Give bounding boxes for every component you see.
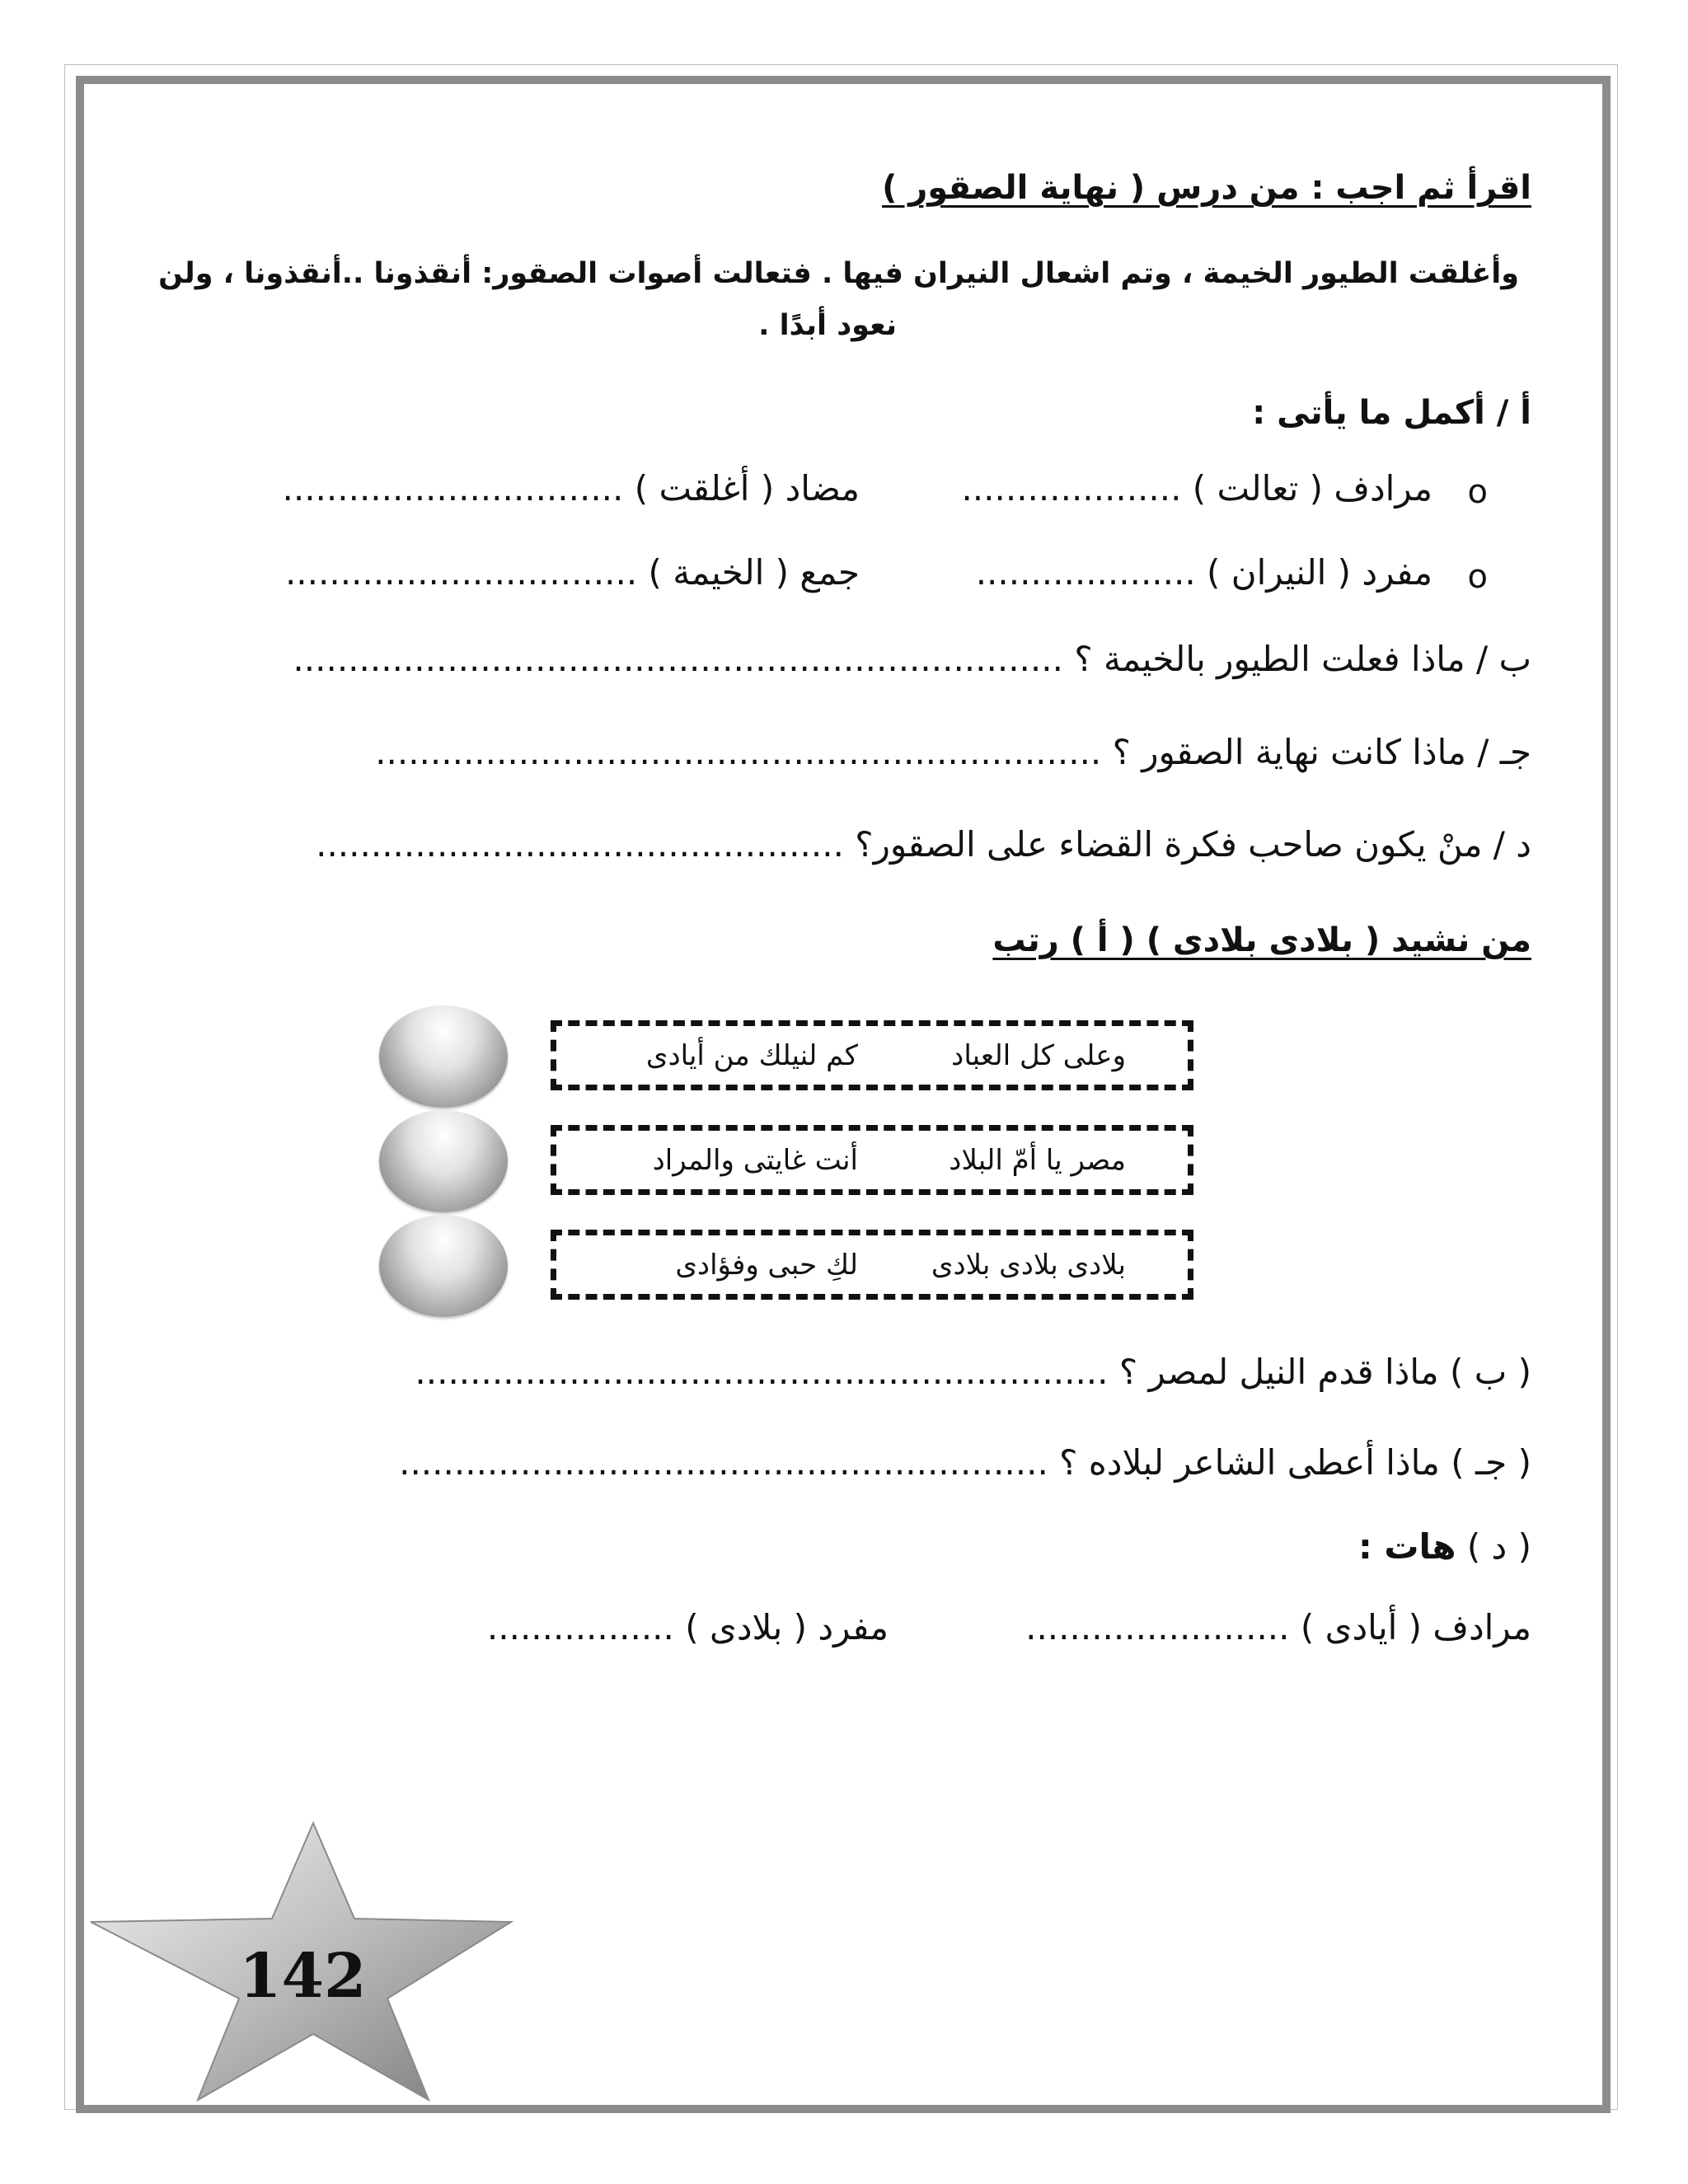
bullet-icon: o xyxy=(1467,473,1488,511)
passage-line-2: نعود أبدًا . xyxy=(758,309,897,342)
passage-line-1: وأغلقت الطيور الخيمة ، وتم اشعال النيران فيها . فتعالت أصوات الصقور: أنقذونا ..أنقذونا ، ولن xyxy=(158,257,1519,290)
verse-3-first: بلادى بلادى بلادى xyxy=(931,1249,1126,1282)
verse-box-2 xyxy=(551,1125,1193,1195)
order-circle-2[interactable] xyxy=(379,1110,508,1212)
song-question-b[interactable]: ( ب ) ماذا قدم النيل لمصر ؟ ............................................................... xyxy=(415,1352,1531,1392)
verse-3-second: لكِ حبى وفؤادى xyxy=(675,1249,858,1282)
song-title: من نشيد ( بلادى بلادى ) ( أ ) رتب xyxy=(992,921,1531,959)
singular-biladi-field[interactable]: مفرد ( بلادى ) ................. xyxy=(486,1607,889,1647)
antonym-aghlaqat-field[interactable]: مضاد ( أغلقت ) ............................... xyxy=(282,468,860,509)
question-jeem[interactable]: جـ / ماذا كانت نهاية الصقور ؟ .................................................................. xyxy=(375,732,1531,772)
worksheet-title: اقرأ ثم اجب : من درس ( نهاية الصقور ) xyxy=(882,169,1531,207)
question-dal[interactable]: د / منْ يكون صاحب فكرة القضاء على الصقور؟ ................................................ xyxy=(316,824,1531,865)
section-a-heading: أ / أكمل ما يأتى : xyxy=(1252,394,1531,432)
verse-box-1 xyxy=(551,1020,1193,1090)
verse-1-first: وعلى كل العباد xyxy=(951,1039,1126,1072)
order-circle-1[interactable] xyxy=(379,1005,508,1108)
verse-2-first: مصر يا أمّ البلاد xyxy=(949,1144,1126,1177)
order-circle-3[interactable] xyxy=(379,1215,508,1317)
synonym-ta3alat-field[interactable]: مرادف ( تعالت ) .................... xyxy=(961,468,1432,509)
page-inner-border xyxy=(76,76,1611,2113)
verse-2-second: أنت غايتى والمراد xyxy=(652,1144,858,1177)
verse-box-3 xyxy=(551,1230,1193,1300)
singular-neeran-field[interactable]: مفرد ( النيران ) .................... xyxy=(975,552,1432,593)
question-b[interactable]: ب / ماذا فعلت الطيور بالخيمة ؟ ...................................................................... xyxy=(293,639,1531,679)
bullet-icon: o xyxy=(1467,558,1488,596)
plural-khayma-field[interactable]: جمع ( الخيمة ) ................................ xyxy=(284,552,860,593)
section-d-word: هات : xyxy=(1357,1526,1456,1567)
song-question-jeem[interactable]: ( جـ ) ماذا أعطى الشاعر لبلاده ؟ ........................................................... xyxy=(399,1442,1531,1483)
section-d-heading xyxy=(1358,1526,1531,1567)
page-number: 142 xyxy=(239,1941,367,2012)
synonym-ayadi-field[interactable]: مرادف ( أيادى ) ........................ xyxy=(1025,1607,1531,1647)
section-d-prefix: ( د ) xyxy=(1466,1526,1531,1567)
verse-1-second: كم لنيلك من أيادى xyxy=(645,1039,858,1072)
